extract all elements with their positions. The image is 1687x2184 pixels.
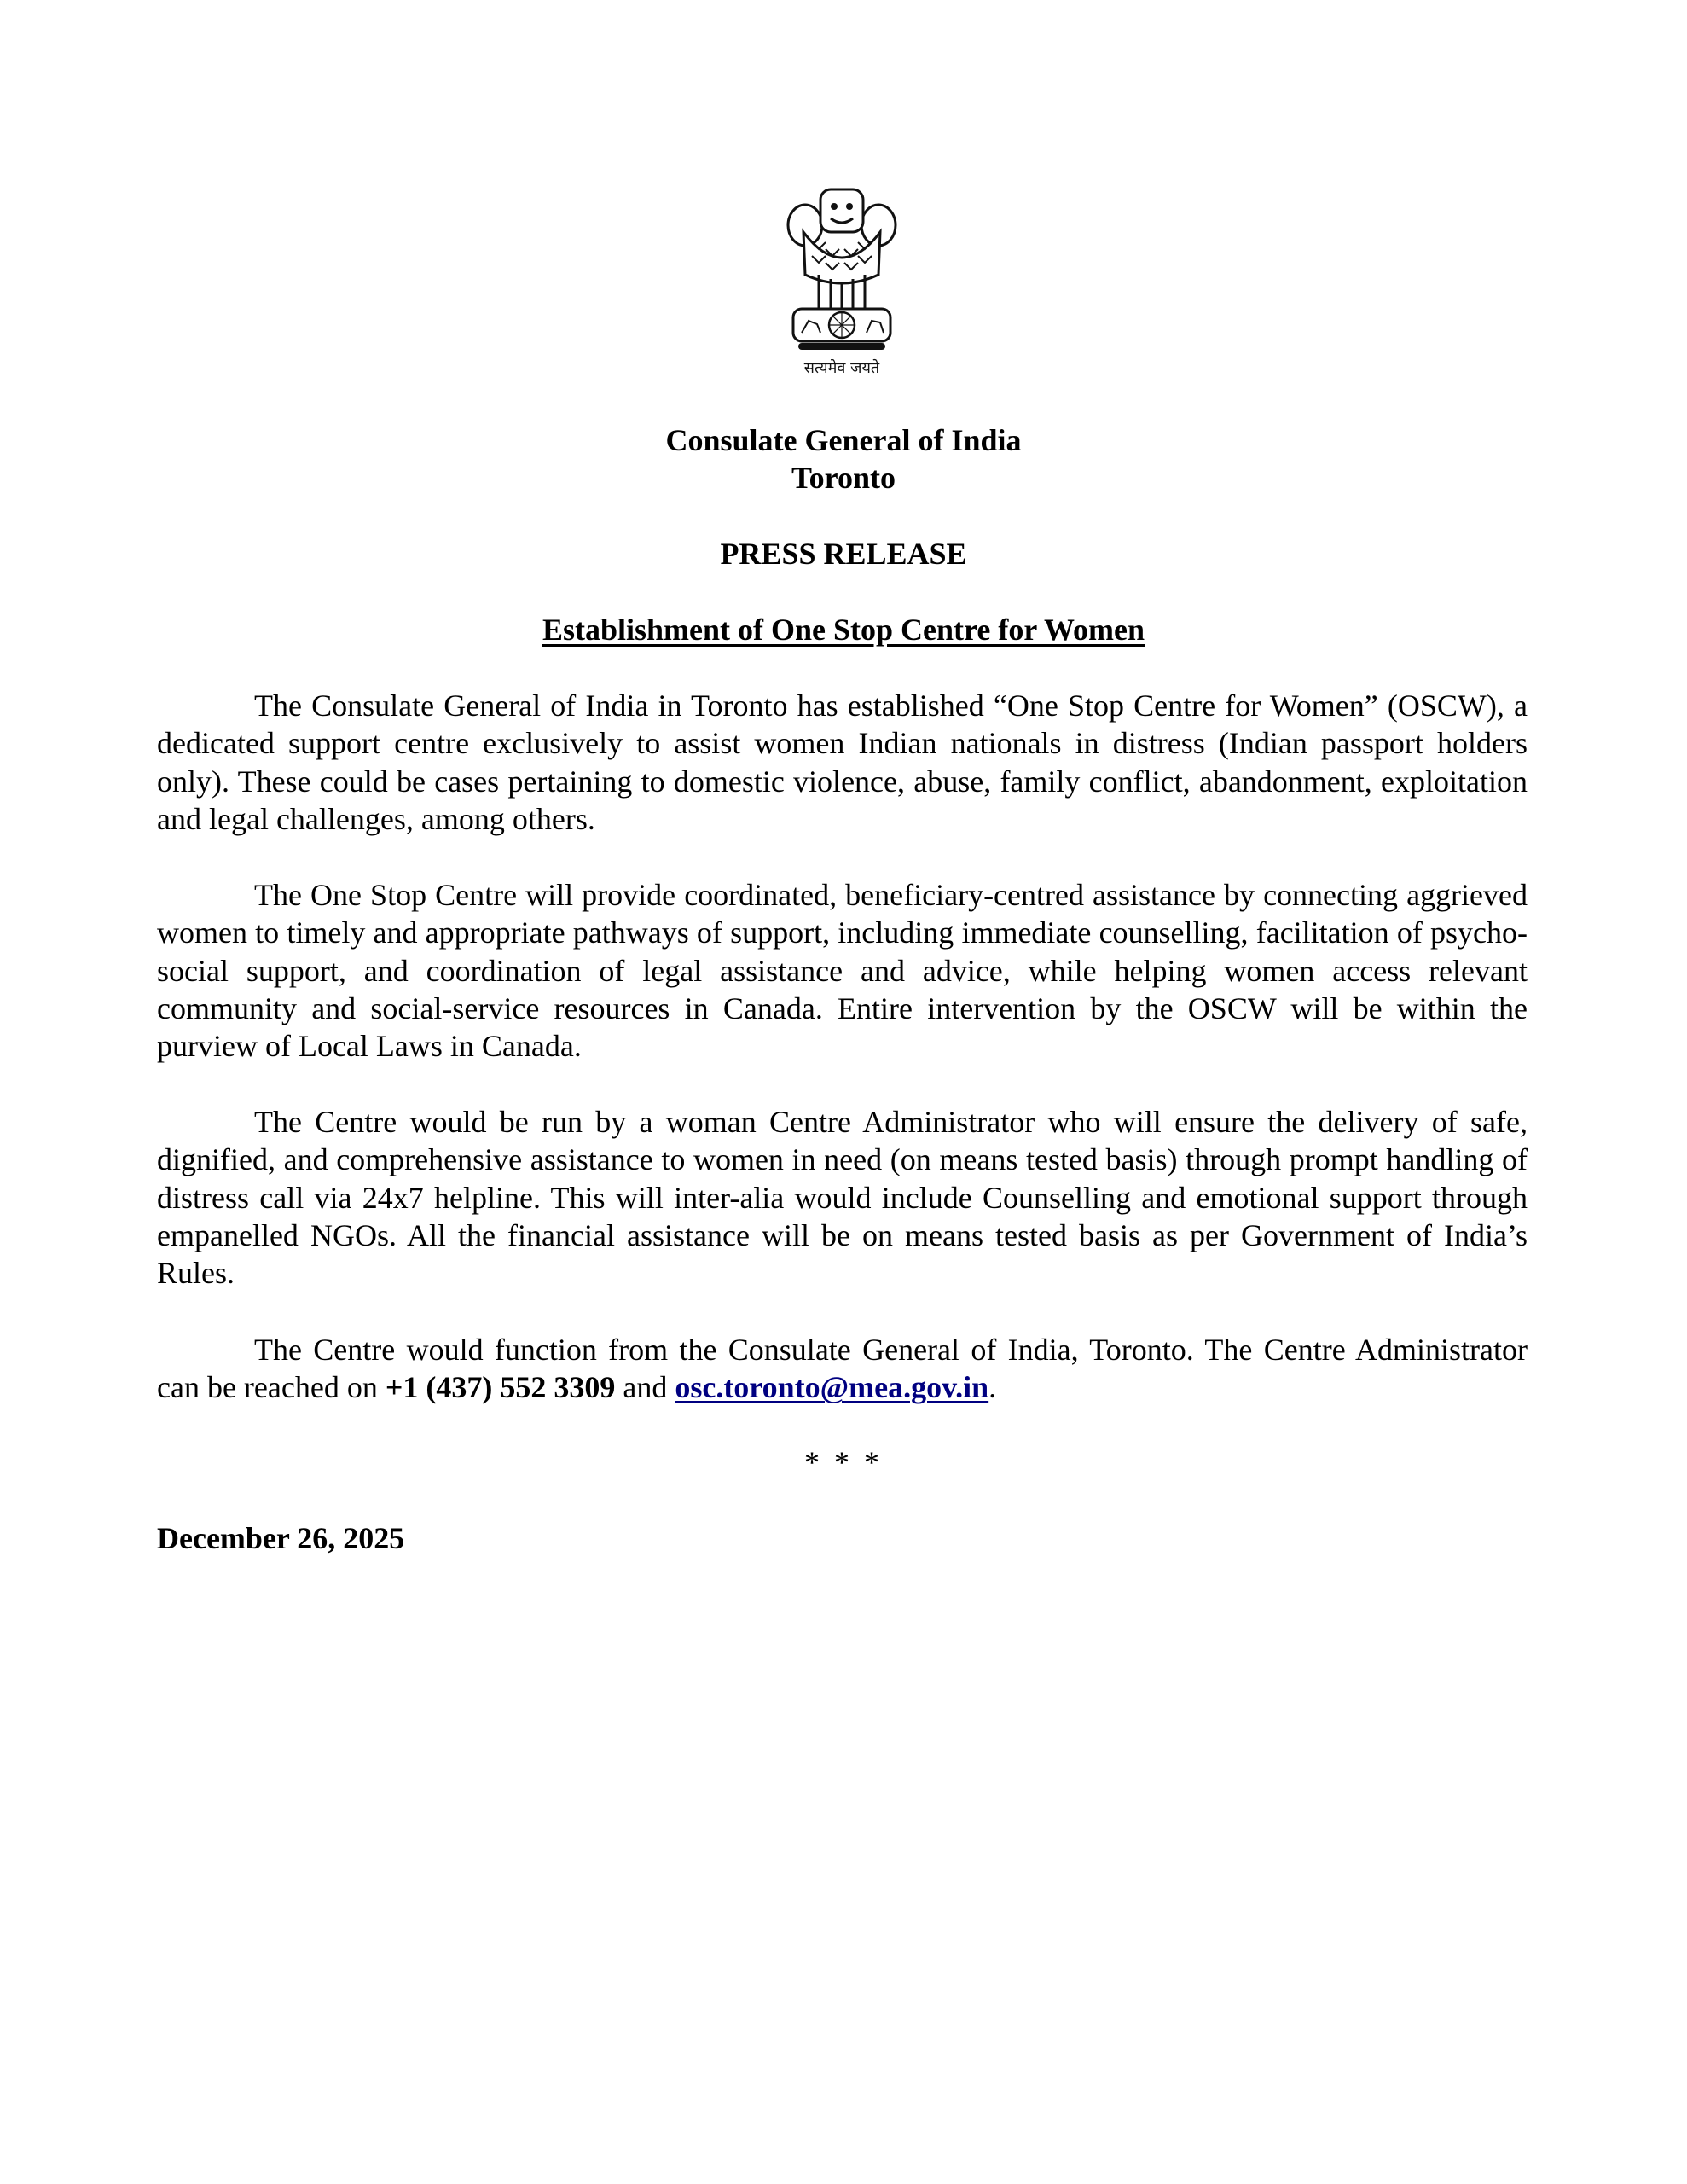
emblem-motto: सत्यमेव जयते xyxy=(803,359,880,377)
organization-name: Consulate General of India xyxy=(665,423,1022,457)
page-title xyxy=(0,611,1687,648)
emblem xyxy=(778,181,906,386)
helpline-phone-number: +1 (437) 552 3309 xyxy=(385,1370,616,1405)
paragraph-3: The Centre would be run by a woman Centre Administrator who will ensure the delivery of safe, dignified, and comprehensive assistance to women in need (on means tested basis) through prompt handling of distress call via 24x7 helpline. This will inter-alia would include Counselling and emotional support through empanelled NGOs. All the financial assistance will be on means tested basis as per Government of India’s Rules. xyxy=(157,1105,1528,1291)
release-date: December 26, 2025 xyxy=(157,1521,405,1555)
national-emblem-of-india-icon xyxy=(778,181,906,356)
paragraph-4-contact xyxy=(157,1331,1528,1407)
document-type-heading: PRESS RELEASE xyxy=(720,537,967,571)
contact-period: . xyxy=(988,1370,997,1405)
email-link[interactable]: osc.toronto@mea.gov.in xyxy=(675,1370,989,1405)
page-title-text: Establishment of One Stop Centre for Women xyxy=(542,613,1145,647)
contact-conjunction: and xyxy=(615,1370,675,1405)
section-separator: * * * xyxy=(804,1445,883,1479)
paragraph-1: The Consulate General of India in Toronto has established “One Stop Centre for Women” (OSCW), a dedicated support centre exclusively to assist women Indian nationals in distress (Indian passport holders only). These could be cases pertaining to domestic violence, abuse, family conflict, abandonment, exploitation and legal challenges, among others. xyxy=(157,688,1528,836)
contact-intro-text: The Centre would function from the Consulate General of India, Toronto. The Centre Administrator can be reached on xyxy=(157,1333,1528,1405)
paragraph-2: The One Stop Centre will provide coordinated, beneficiary-centred assistance by connecting aggrieved women to timely and appropriate pathways of support, including immediate counselling, facilitation of psycho-social support, and coordination of legal assistance and advice, while helping women access relevant community and social-service resources in Canada. Entire intervention by the OSCW will be within the purview of Local Laws in Canada. xyxy=(157,878,1528,1064)
organization-city: Toronto xyxy=(791,461,896,495)
